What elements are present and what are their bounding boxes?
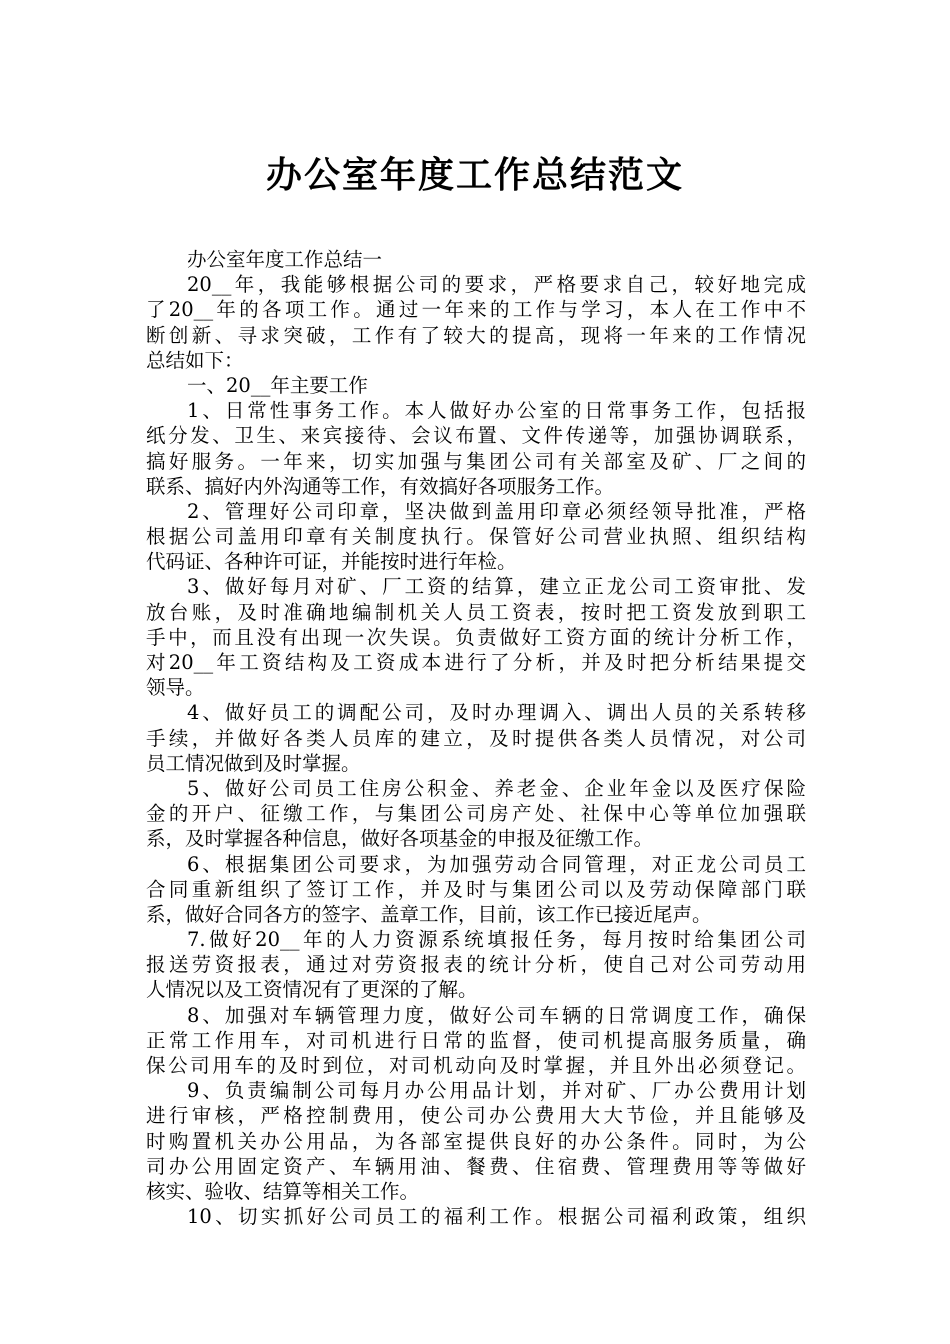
text-line: 员工情况做到及时掌握。 <box>146 751 361 775</box>
text-line: 联系、搞好内外沟通等工作，有效搞好各项服务工作。 <box>146 474 615 498</box>
document-body <box>146 247 806 1229</box>
text-line: 1、日常性事务工作。本人做好办公室的日常事务工作，包括报 <box>187 399 806 423</box>
text-line: 4、做好员工的调配公司，及时办理调入、调出人员的关系转移 <box>187 701 806 725</box>
text-line: 总结如下： <box>146 348 244 372</box>
text-line: 办公室年度工作总结一 <box>187 248 383 271</box>
text-line: 3、做好每月对矿、厂工资的结算，建立正龙公司工资审批、发 <box>187 575 806 599</box>
text-line: 进行审核，严格控制费用，使公司办公费用大大节俭，并且能够及 <box>146 1104 806 1128</box>
text-line: 2、管理好公司印章，坚决做到盖用印章必须经领导批准，严格 <box>187 499 806 523</box>
text-line: 20__年，我能够根据公司的要求，严格要求自己，较好地完成 <box>187 273 806 297</box>
text-line: 人情况以及工资情况有了更深的了解。 <box>146 978 478 1002</box>
text-line: 断创新、寻求突破，工作有了较大的提高，现将一年来的工作情况 <box>146 323 806 347</box>
text-line: 手续，并做好各类人员库的建立，及时提供各类人员情况，对公司 <box>146 726 806 750</box>
text-line: 一、20__年主要工作 <box>187 373 368 397</box>
text-line: 8、加强对车辆管理力度，做好公司车辆的日常调度工作，确保 <box>187 1003 806 1027</box>
text-line: 手中，而且没有出现一次失误。负责做好工资方面的统计分析工作， <box>146 625 806 649</box>
text-line: 9、负责编制公司每月办公用品计划，并对矿、厂办公费用计划 <box>187 1079 806 1103</box>
text-line: 根据公司盖用印章有关制度执行。保管好公司营业执照、组织结构 <box>146 525 806 549</box>
text-line: 了20__年的各项工作。通过一年来的工作与学习，本人在工作中不 <box>146 298 806 322</box>
text-line: 司办公用固定资产、车辆用油、餐费、住宿费、管理费用等等做好 <box>146 1154 806 1178</box>
text-line: 5、做好公司员工住房公积金、养老金、企业年金以及医疗保险 <box>187 776 806 800</box>
text-line: 合同重新组织了签订工作，并及时与集团公司以及劳动保障部门联 <box>146 877 806 901</box>
text-line: 时购置机关办公用品，为各部室提供良好的办公条件。同时，为公 <box>146 1129 806 1153</box>
text-line: 放台账，及时准确地编制机关人员工资表，按时把工资发放到职工 <box>146 600 806 624</box>
text-line: 系，及时掌握各种信息，做好各项基金的申报及征缴工作。 <box>146 827 654 851</box>
document-title: 办公室年度工作总结范文 <box>265 155 684 197</box>
text-line: 纸分发、卫生、来宾接待、会议布置、文件传递等，加强协调联系， <box>146 424 806 448</box>
text-line: 系，做好合同各方的签字、盖章工作，目前，该工作已接近尾声。 <box>146 902 712 926</box>
text-line: 领导。 <box>146 676 205 700</box>
text-line: 6、根据集团公司要求，为加强劳动合同管理，对正龙公司员工 <box>187 852 806 876</box>
text-line: 保公司用车的及时到位，对司机动向及时掌握，并且外出必须登记。 <box>146 1054 806 1077</box>
text-line: 10、切实抓好公司员工的福利工作。根据公司福利政策，组织 <box>187 1205 806 1229</box>
text-line: 正常工作用车，对司机进行日常的监督，使司机提高服务质量，确 <box>146 1028 806 1052</box>
text-line: 对20__年工资结构及工资成本进行了分析，并及时把分析结果提交 <box>146 651 806 674</box>
text-line: 金的开户、征缴工作，与集团公司房产处、社保中心等单位加强联 <box>146 802 806 826</box>
text-line: 报送劳资报表，通过对劳资报表的统计分析，使自己对公司劳动用 <box>146 953 806 977</box>
text-line: 代码证、各种许可证，并能按时进行年检。 <box>146 550 517 574</box>
text-line: 搞好服务。一年来，切实加强与集团公司有关部室及矿、厂之间的 <box>146 449 806 473</box>
text-line: 7.做好20__年的人力资源系统填报任务，每月按时给集团公司 <box>187 928 806 952</box>
text-line: 核实、验收、结算等相关工作。 <box>146 1179 420 1203</box>
